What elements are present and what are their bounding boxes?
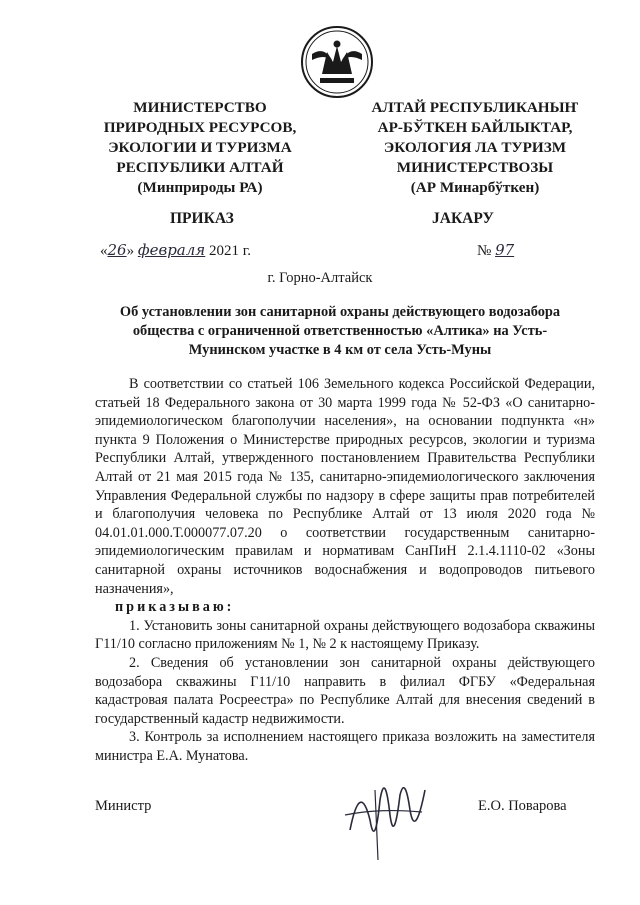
date-open-quote: « <box>100 243 108 259</box>
header-line: ЭКОЛОГИЯ ЛА ТУРИЗМ <box>383 139 567 156</box>
order-subject: Об установлении зон санитарной охраны действующего водозабора общества с ограниченной ответственностью «Алтика» на Усть-Мунинском участке в 4 км от села Усть-Муны <box>119 304 561 358</box>
date-day: 26 <box>107 241 127 259</box>
number-value: 97 <box>495 241 515 259</box>
date-year: 2021 <box>208 243 239 259</box>
order-item: 3. Контроль за исполнением настоящего приказа возложить на заместителя министра Е.А. Мунатова. <box>95 729 595 764</box>
order-date <box>100 241 251 260</box>
signer-name: Е.О. Поварова <box>478 798 567 814</box>
date-month: февраля <box>137 241 206 259</box>
date-suffix: г. <box>242 243 251 259</box>
header-line: АР-БЎТКЕН БАЙЛЫКТАР, <box>377 119 573 136</box>
order-title-russian: ПРИКАЗ <box>170 210 234 227</box>
header-line: ЭКОЛОГИИ И ТУРИЗМА <box>108 139 292 156</box>
order-body <box>95 375 595 765</box>
header-line: МИНИСТЕРСТВО <box>133 99 267 116</box>
date-close-quote: » <box>126 243 135 259</box>
header-line: РЕСПУБЛИКИ АЛТАЙ <box>116 159 284 176</box>
order-item: 1. Установить зоны санитарной охраны действующего водозабора скважины Г11/10 согласно приложениям № 1, № 2 к настоящему Приказу. <box>95 617 595 653</box>
order-item: 2. Сведения об установлении зон санитарной охраны действующего водозабора скважины Г11/10 направить в филиал ФГБУ «Федеральная кадастровая палата Росреестра» по Республике Алтай для внесения сведений в государственный кадастр недвижимости. <box>95 654 595 727</box>
header-line: АЛТАЙ РЕСПУБЛИКАНЫҤ <box>371 99 579 116</box>
signer-position: Министр <box>95 798 152 814</box>
ministry-header-altai <box>350 98 600 198</box>
number-prefix: № <box>477 243 492 259</box>
preamble-paragraph: В соответствии со статьей 106 Земельного кодекса Российской Федерации, статьей 18 Федерального закона от 30 марта 1999 года № 52-ФЗ «О санитарно-эпидемиологическом благополучии населения», на основании подпункта «н» пункта 9 Положения о Министерстве природных ресурсов, экологии и туризма Республики Алтай, утвержденного постановлением Правительства Республики Алтай от 21 мая 2015 года № 135, санитарно-эпидемиологического заключения Управления Федеральной службы по надзору в сфере защиты прав потребителей и благополучия человека по Республике Алтай от 13 июля 2020 года № 04.01.01.000.Т.000077.07.20 о соответствии государственным санитарно-эпидемиологическим правилам и нормативам СанПиН 2.1.4.1110-02 «Зоны санитарной охраны источников водоснабжения и водопроводов питьевого назначения», <box>95 376 595 597</box>
header-line: ПРИРОДНЫХ РЕСУРСОВ, <box>103 119 297 136</box>
header-line: (Минприроды РА) <box>137 179 263 196</box>
ministry-header-russian <box>70 98 330 198</box>
order-directive-word: приказываю: <box>115 599 235 616</box>
order-number <box>477 241 514 260</box>
header-line: МИНИСТЕРСТВОЗЫ <box>396 159 554 176</box>
order-title-altai: JАКАРУ <box>432 210 494 227</box>
header-line: (АР Минарбўткен) <box>410 179 540 196</box>
city-line: г. Горно-Алтайск <box>267 270 373 286</box>
coat-of-arms-emblem <box>296 24 378 100</box>
handwritten-signature <box>330 760 440 870</box>
